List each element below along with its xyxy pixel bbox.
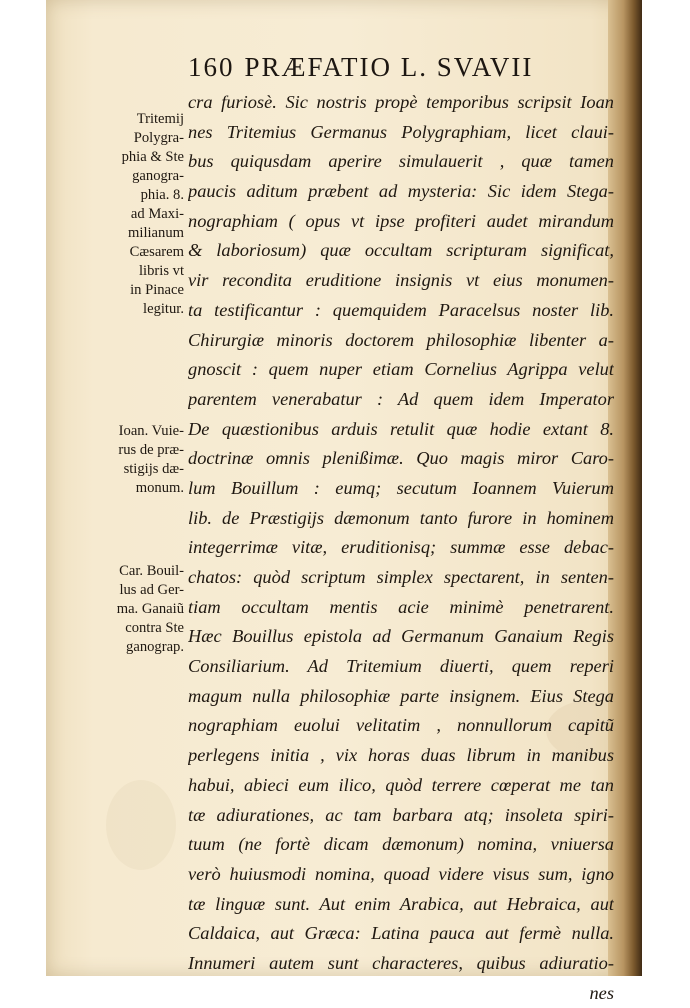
text-line: habui, abieci eum ilico, quòd terrere cœperat me tan [188,774,614,795]
marginal-note-line: contra Ste [125,620,184,636]
marginal-note-line: Car. Bouil- [119,563,184,579]
text-line: tæ adiurationes, ac tam barbara atq; insoleta spiri- [188,804,614,825]
marginal-note-line: ma. Ganaiũ [116,601,184,617]
running-header [188,52,608,88]
main-text-block [188,88,614,1008]
marginal-note-line: ganograp. [126,639,184,655]
page-number: 160 [188,52,235,82]
marginal-note-line: phia. 8. [140,187,184,203]
paper-stain [106,780,176,870]
marginal-note-line: Ioan. Vuie- [118,423,184,439]
marginal-note-line: in Pinace [130,282,184,298]
marginal-note-line: Polygra- [133,130,184,146]
text-line: lib. de Præstigijs dæmonum tanto furore in hominem [188,507,614,528]
text-line: bus quiqusdam aperire simulauerit , quæ tamen [188,151,614,172]
text-line: Hæc Bouillus epistola ad Germanum Ganaium Regis [188,626,614,647]
marginal-note-line: rus de præ- [118,442,184,458]
text-line: Caldaica, aut Græca: Latina pauca aut fermè nulla. [188,923,614,944]
catchword: nes [589,982,614,1003]
marginal-note-line: phia & Ste [121,149,184,165]
marginal-note-line: lus ad Ger- [119,582,184,598]
text-line: perlegens initia , vix horas duas librum in manibus [188,745,614,766]
marginal-note-line: ganogra- [132,168,184,184]
text-line: De quæstionibus arduis retulit quæ hodie extant 8. [188,418,614,439]
marginal-note-line: Tritemij [136,111,184,127]
text-line: magum nulla philosophiæ parte insignem. Eius Stega [188,685,614,706]
marginal-note-line: monum. [135,480,184,496]
text-line: tæ linguæ sunt. Aut enim Arabica, aut Hebraica, aut [188,893,614,914]
text-line: vir recondita eruditione insignis vt eius monumen- [188,270,614,291]
marginal-note-line: libris vt [139,263,184,279]
marginal-note-line: Cæsarem [129,244,184,260]
text-line: integerrimæ vitæ, eruditionisq; summæ esse debac- [188,537,614,558]
text-line: & laboriosum) quæ occultam scripturam significat, [188,240,614,261]
text-line: Chirurgiæ minoris doctorem philosophiæ libenter a- [188,329,614,350]
text-line: Consiliarium. Ad Tritemium diuerti, quem reperi [188,656,614,677]
marginal-note-line: milianum [128,225,184,241]
text-line: doctrinæ omnis plenißimæ. Quo magis miror Caro- [188,448,614,469]
text-line: tiam occultam mentis acie minimè penetrarent. [188,596,614,617]
text-line: chatos: quòd scriptum simplex spectarent, in senten- [188,567,614,587]
text-line: parentem venerabatur : Ad quem idem Imperator [188,388,614,409]
marginal-note-bouillus [92,562,184,657]
text-line: verò huiusmodi nomina, quoad videre visus sum, igno [188,863,614,884]
marginal-note-line: legitur. [143,301,184,317]
text-line: cra furiosè. Sic nostris propè temporibus scripsit Ioan [188,92,614,112]
marginal-note-line: stigijs dæ- [123,461,184,477]
text-line: lum Bouillum : eumq; secutum Ioannem Vuierum [188,477,614,498]
marginal-note-tritemius [92,110,184,319]
running-title: PRÆFATIO L. SVAVII [244,52,534,82]
text-line: Innumeri autem sunt characteres, quibus adiuratio- [188,952,614,973]
text-line: paucis aditum præbent ad mysteria: Sic idem Stega- [188,181,614,202]
text-line: gnoscit : quem nuper etiam Cornelius Agrippa velut [188,359,614,380]
marginal-note-vuierus [92,422,184,498]
scan-margin [642,0,690,976]
text-line: ta testificantur : quemquidem Paracelsus noster lib. [188,299,614,320]
text-line: nographiam euolui velitatim , nonnullorum capitũ [188,715,614,736]
text-line: nographiam ( opus vt ipse profiteri audet mirandum [188,210,614,231]
marginal-note-line: ad Maxi- [130,206,184,222]
text-line: nes Tritemius Germanus Polygraphiam, licet claui- [188,121,614,142]
text-line: tuum (ne fortè dicam dæmonum) nomina, vniuersa [188,834,614,855]
